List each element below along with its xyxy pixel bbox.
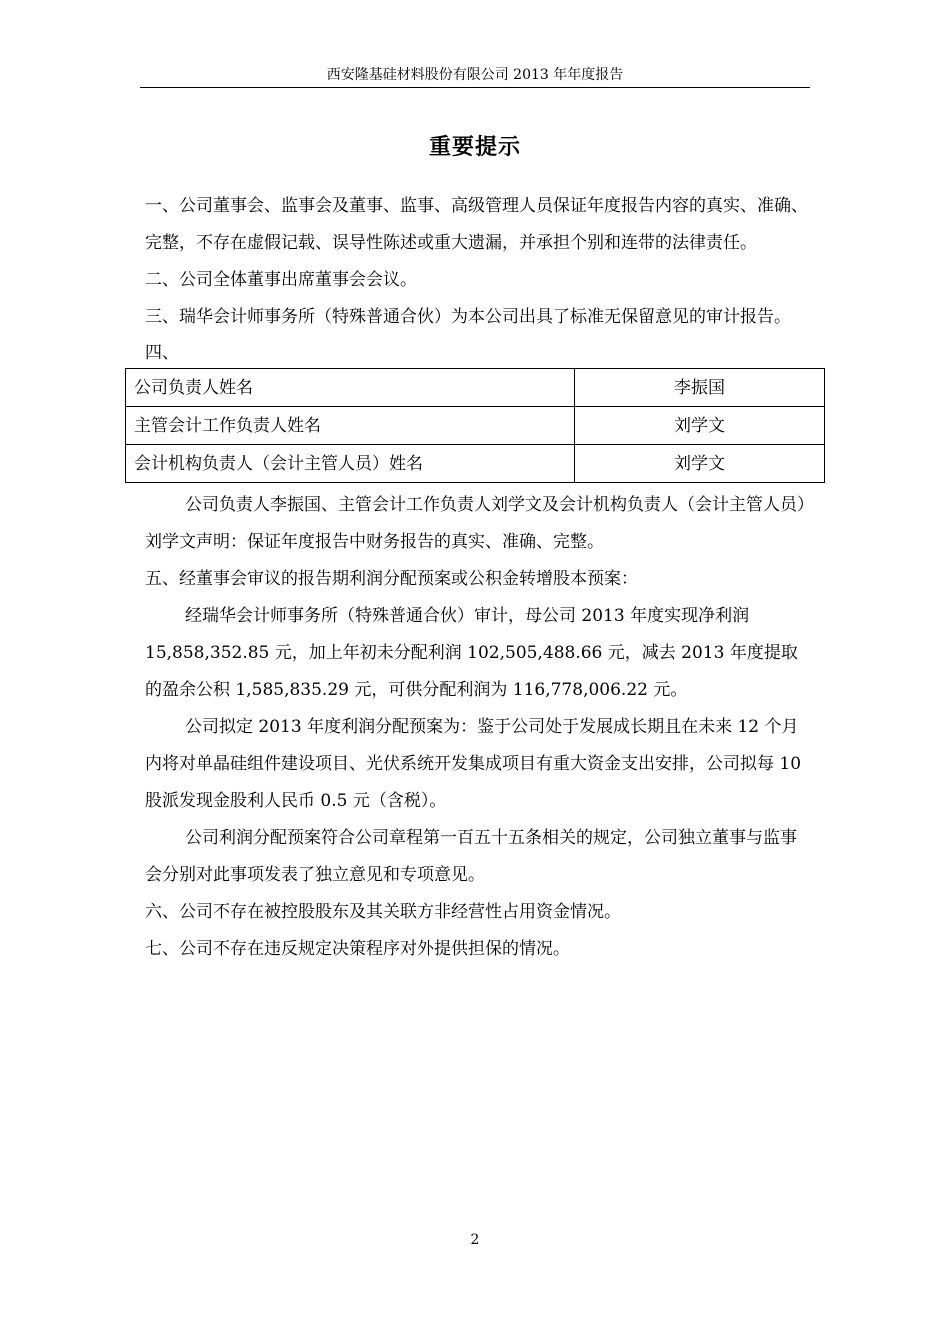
table-cell-label: 公司负责人姓名 [126,369,575,407]
header-rule [140,87,810,88]
table-cell-value: 刘学文 [575,407,825,445]
paragraph-6: 五、经董事会审议的报告期利润分配预案或公积金转增股本预案： [145,569,638,589]
table-cell-value: 刘学文 [575,445,825,483]
paragraph-11: 七、公司不存在违反规定决策程序对外提供担保的情况。 [145,939,570,959]
page-title: 重要提示 [428,134,521,160]
paragraph-2: 二、公司全体董事出席董事会会议。 [145,270,417,290]
page-number: 2 [470,1232,480,1248]
responsible-persons-table [125,368,825,483]
table-cell-label: 主管会计工作负责人姓名 [126,407,575,445]
table-row [126,369,825,407]
table-row [126,445,825,483]
paragraph-1: 一、公司董事会、监事会及董事、监事、高级管理人员保证年度报告内容的真实、准确、完整，不存在虚假记载、误导性陈述或重大遗漏，并承担个别和连带的法律责任。 [145,196,808,253]
paragraph-10: 六、公司不存在被控股股东及其关联方非经营性占用资金情况。 [145,902,621,922]
table-cell-label: 会计机构负责人（会计主管人员）姓名 [126,445,575,483]
paragraph-9: 公司利润分配预案符合公司章程第一百五十五条相关的规定，公司独立董事与监事会分别对此事项发表了独立意见和专项意见。 [145,828,797,885]
running-header: 西安隆基硅材料股份有限公司 2013 年年度报告 [326,67,624,83]
table-cell-value: 李振国 [575,369,825,407]
paragraph-5: 公司负责人李振国、主管会计工作负责人刘学文及会计机构负责人（会计主管人员）刘学文声明：保证年度报告中财务报告的真实、准确、完整。 [145,495,806,552]
table-row [126,407,825,445]
paragraph-7: 经瑞华会计师事务所（特殊普通合伙）审计，母公司 2013 年度实现净利润 15,858,352.85 元，加上年初未分配利润 102,505,488.66 元，减去 2013 年度提取的盈余公积 1,585,835.29 元，可供分配利润为 116,778,006.22 元。 [145,606,798,700]
paragraph-3: 三、瑞华会计师事务所（特殊普通合伙）为本公司出具了标准无保留意见的审计报告。 [145,307,791,327]
paragraph-8: 公司拟定 2013 年度利润分配预案为：鉴于公司处于发展成长期且在未来 12 个月内将对单晶硅组件建设项目、光伏系统开发集成项目有重大资金支出安排，公司拟每 10 股派发现金股利人民币 0.5 元（含税）。 [145,717,802,811]
paragraph-4: 四、 [145,343,179,363]
body-text [134,188,810,968]
